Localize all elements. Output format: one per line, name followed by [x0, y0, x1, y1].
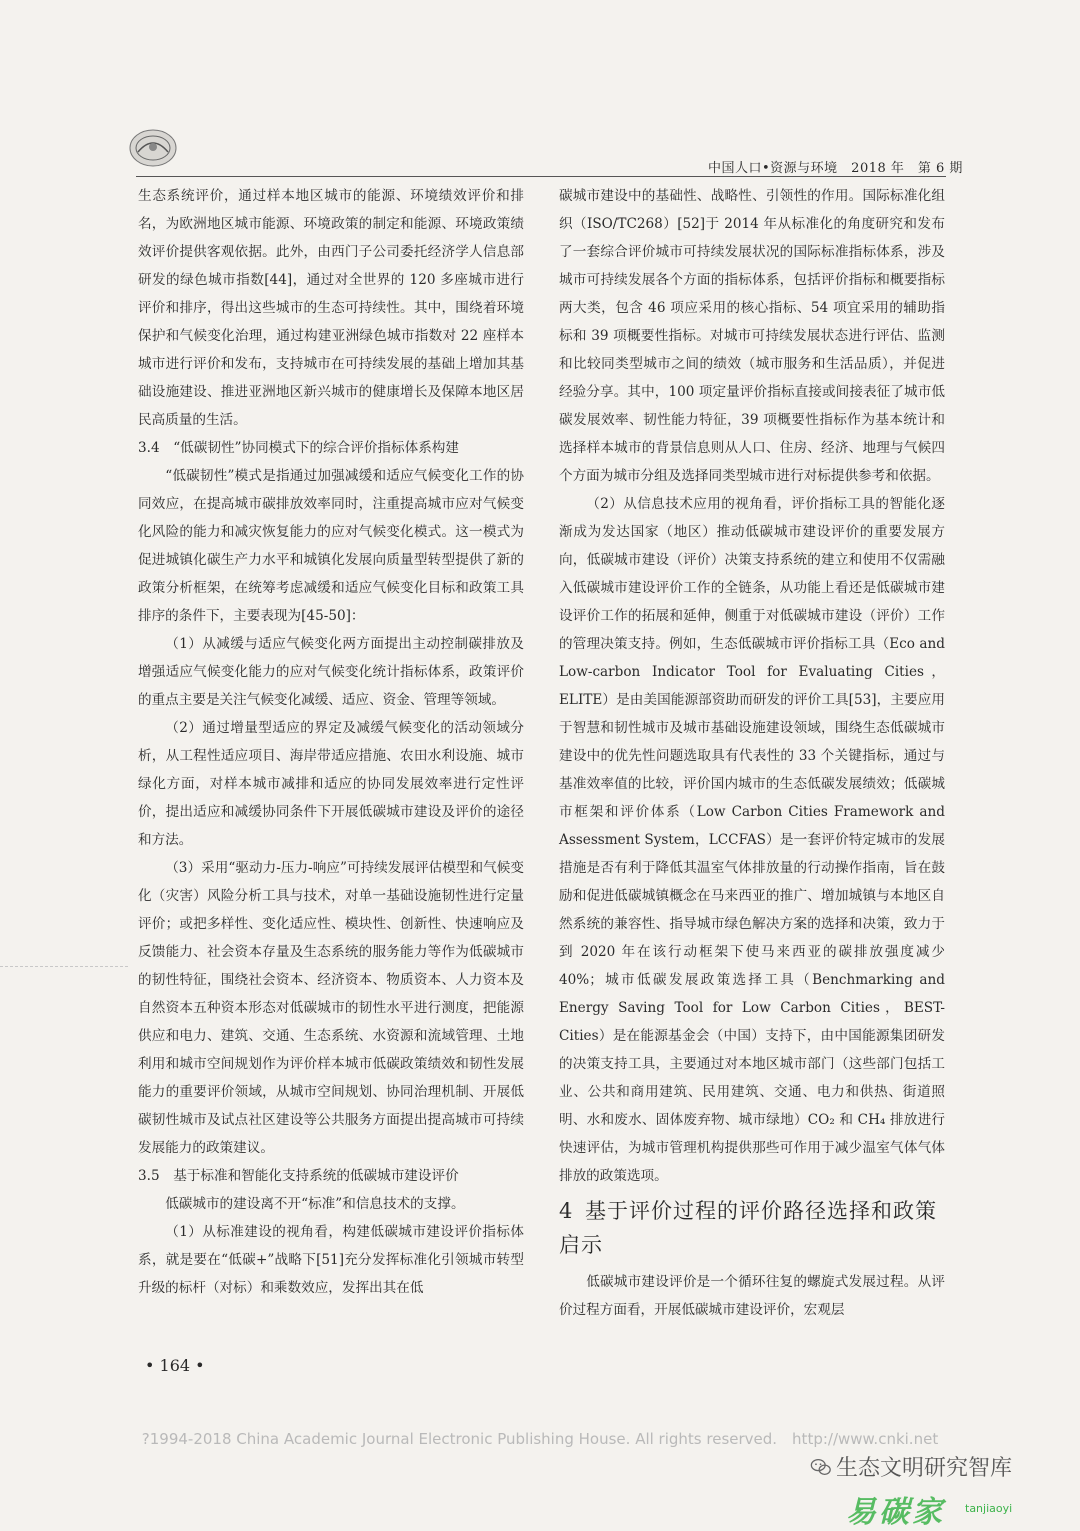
body-paragraph: （3）采用“驱动力-压力-响应”可持续发展评估模型和气候变化（灾害）风险分析工具与技术，对单一基础设施韧性进行定量评价；或把多样性、变化适应性、模块性、创新性、快速响应及反馈能力、社会资本存量及生态系统的服务能力等作为低碳城市的韧性特征，围绕社会资本、经济资本、物质资本、人力资本及自然资本五种资本形态对低碳城市的韧性水平进行测度，把能源供应和电力、建筑、交通、生态系统、水资源和流域管理、土地利用和城市空间规划作为评价样本城市低碳政策绩效和韧性发展能力的重要评价领域，从城市空间规划、协同治理机制、开展低碳韧性城市及试点社区建设等公共服务方面提出提高城市可持续发展能力的政策建议。 — [138, 860, 524, 1156]
body-paragraph: （1）从减缓与适应气候变化两方面提出主动控制碳排放及增强适应气候变化能力的应对气候变化统计指标体系，政策评价的重点主要是关注气候变化减缓、适应、资金、管理等领域。 — [138, 636, 524, 708]
header-rule — [136, 176, 946, 177]
section-heading: 3.5 基于标准和智能化支持系统的低碳城市建设评价 — [138, 1168, 459, 1184]
right-column — [559, 182, 945, 1324]
wechat-icon — [810, 1456, 832, 1478]
journal-logo-icon — [128, 128, 178, 168]
chapter-number: 4 — [559, 1199, 574, 1223]
page-number: • 164 • — [145, 1356, 205, 1375]
body-paragraph: 低碳城市建设评价是一个循环往复的螺旋式发展过程。从评价过程方面看，开展低碳城市建设评价，宏观层 — [559, 1274, 945, 1318]
body-paragraph: （2）从信息技术应用的视角看，评价指标工具的智能化逐渐成为发达国家（地区）推动低碳城市建设评价的重要发展方向，低碳城市建设（评价）决策支持系统的建立和使用不仅需融入低碳城市建设评价工作的全链条，从功能上看还是低碳城市建设评价工作的拓展和延伸，侧重于对低碳城市建设（评价）工作的管理决策支持。例如，生态低碳城市评价指标工具（Eco and Low-carbon Indicator Tool for Evaluating Cities，ELITE）是由美国能源部资助而研发的评价工具[53]，主要应用于智慧和韧性城市及城市基础设施建设领域，围绕生态低碳城市建设中的优先性问题选取具有代表性的 33 个关键指标，通过与基准效率值的比较，评价国内城市的生态低碳发展绩效；低碳城市框架和评价体系（Low Carbon Cities Framework and Assessment System，LCCFAS）是一套评价特定城市的发展措施是否有利于降低其温室气体排放量的行动操作指南，旨在鼓励和促进低碳城镇概念在马来西亚的推广、增加城镇与本地区自然系统的兼容性、指导城市绿色解决方案的选择和决策，致力于到 2020 年在该行动框架下使马来西亚的碳排放强度减少 40%；城市低碳发展政策选择工具（Benchmarking and Energy Saving Tool for Low Carbon Cities，BEST-Cities）是在能源基金会（中国）支持下，由中国能源集团研发的决策支持工具，主要通过对本地区城市部门（这些部门包括工业、公共和商用建筑、民用建筑、交通、电力和供热、街道照明、水和废水、固体废弃物、城市绿地）CO₂ 和 CH₄ 排放进行快速评估，为城市管理机构提供那些可作用于减少温室气体气体排放的政策选项。 — [559, 496, 945, 1184]
body-paragraph: 生态系统评价，通过样本地区城市的能源、环境绩效评价和排名，为欧洲地区城市能源、环境政策的制定和能源、环境政策绩效评价提供客观依据。此外，由西门子公司委托经济学人信息部研发的绿色城市指数[44]，通过对全世界的 120 多座城市进行评价和排序，得出这些城市的生态可持续性。其中，围绕着环境保护和气候变化治理，通过构建亚洲绿色城市指数对 22 座样本城市进行评价和发布，支持城市在可持续发展的基础上增加其基础设施建设、推进亚洲地区新兴城市的健康增长及保障本地区居民高质量的生活。 — [138, 188, 524, 428]
brand-domain: tanjiaoyi — [965, 1502, 1013, 1515]
body-paragraph: 碳城市建设中的基础性、战略性、引领性的作用。国际标准化组织（ISO/TC268）[52]于 2014 年从标准化的角度研究和发布了一套综合评价城市可持续发展状况的国际标准指标体系，涉及城市可持续发展各个方面的指标体系，包括评价指标和概要指标两大类，包含 46 项应采用的核心指标、54 项宜采用的辅助指标和 39 项概要性指标。对城市可持续发展状态进行评估、监测和比较同类型城市之间的绩效（城市服务和生活品质），并促进经验分享。其中，100 项定量评价指标直接或间接表征了城市低碳发展效率、韧性能力特征，39 项概要性指标作为基本统计和选择样本城市的背景信息则从人口、住房、经济、地理与气候四个方面为城市分组及选择同类型城市进行对标提供参考和依据。 — [559, 188, 945, 484]
left-column — [138, 182, 524, 1302]
chapter-heading — [559, 1194, 945, 1262]
chapter-title: 基于评价过程的评价路径选择和政策启示 — [559, 1199, 937, 1257]
watermark-account: 生态文明研究智库 — [836, 1456, 1013, 1481]
body-paragraph: （2）通过增量型适应的界定及减缓气候变化的活动领域分析，从工程性适应项目、海岸带适应措施、农田水利设施、城市绿化方面，对样本城市减排和适应的协同发展效率进行定性评价，提出适应和减缓协同条件下开展低碳城市建设及评价的途径和方法。 — [138, 720, 524, 848]
section-heading: 3.4 “低碳韧性”协同模式下的综合评价指标体系构建 — [138, 440, 459, 456]
body-paragraph: （1）从标准建设的视角看，构建低碳城市建设评价指标体系，就是要在“低碳+”战略下[51]充分发挥标准化引领城市转型升级的标杆（对标）和乘数效应，发挥出其在低 — [138, 1224, 524, 1296]
body-paragraph: “低碳韧性”模式是指通过加强减缓和适应气候变化工作的协同效应，在提高城市碳排放效率同时，注重提高城市应对气候变化风险的能力和减灾恢复能力的应对气候变化模式。这一模式为促进城镇化碳生产力水平和城镇化发展向质量型转型提供了新的政策分析框架，在统筹考虑减缓和适应气候变化目标和政策工具排序的条件下，主要表现为[45-50]： — [138, 468, 524, 624]
scan-artifact-line — [0, 966, 128, 967]
wechat-watermark — [810, 1451, 1012, 1482]
body-paragraph: 低碳城市的建设离不开“标准”和信息技术的支撑。 — [165, 1196, 465, 1212]
brand-watermark: 易碳家 — [846, 1495, 945, 1530]
copyright-footer: ?1994-2018 China Academic Journal Electronic Publishing House. All rights reserved. http://www.cnki.net — [141, 1430, 939, 1448]
journal-header: 中国人口•资源与环境 2018 年 第 6 期 — [708, 161, 963, 176]
